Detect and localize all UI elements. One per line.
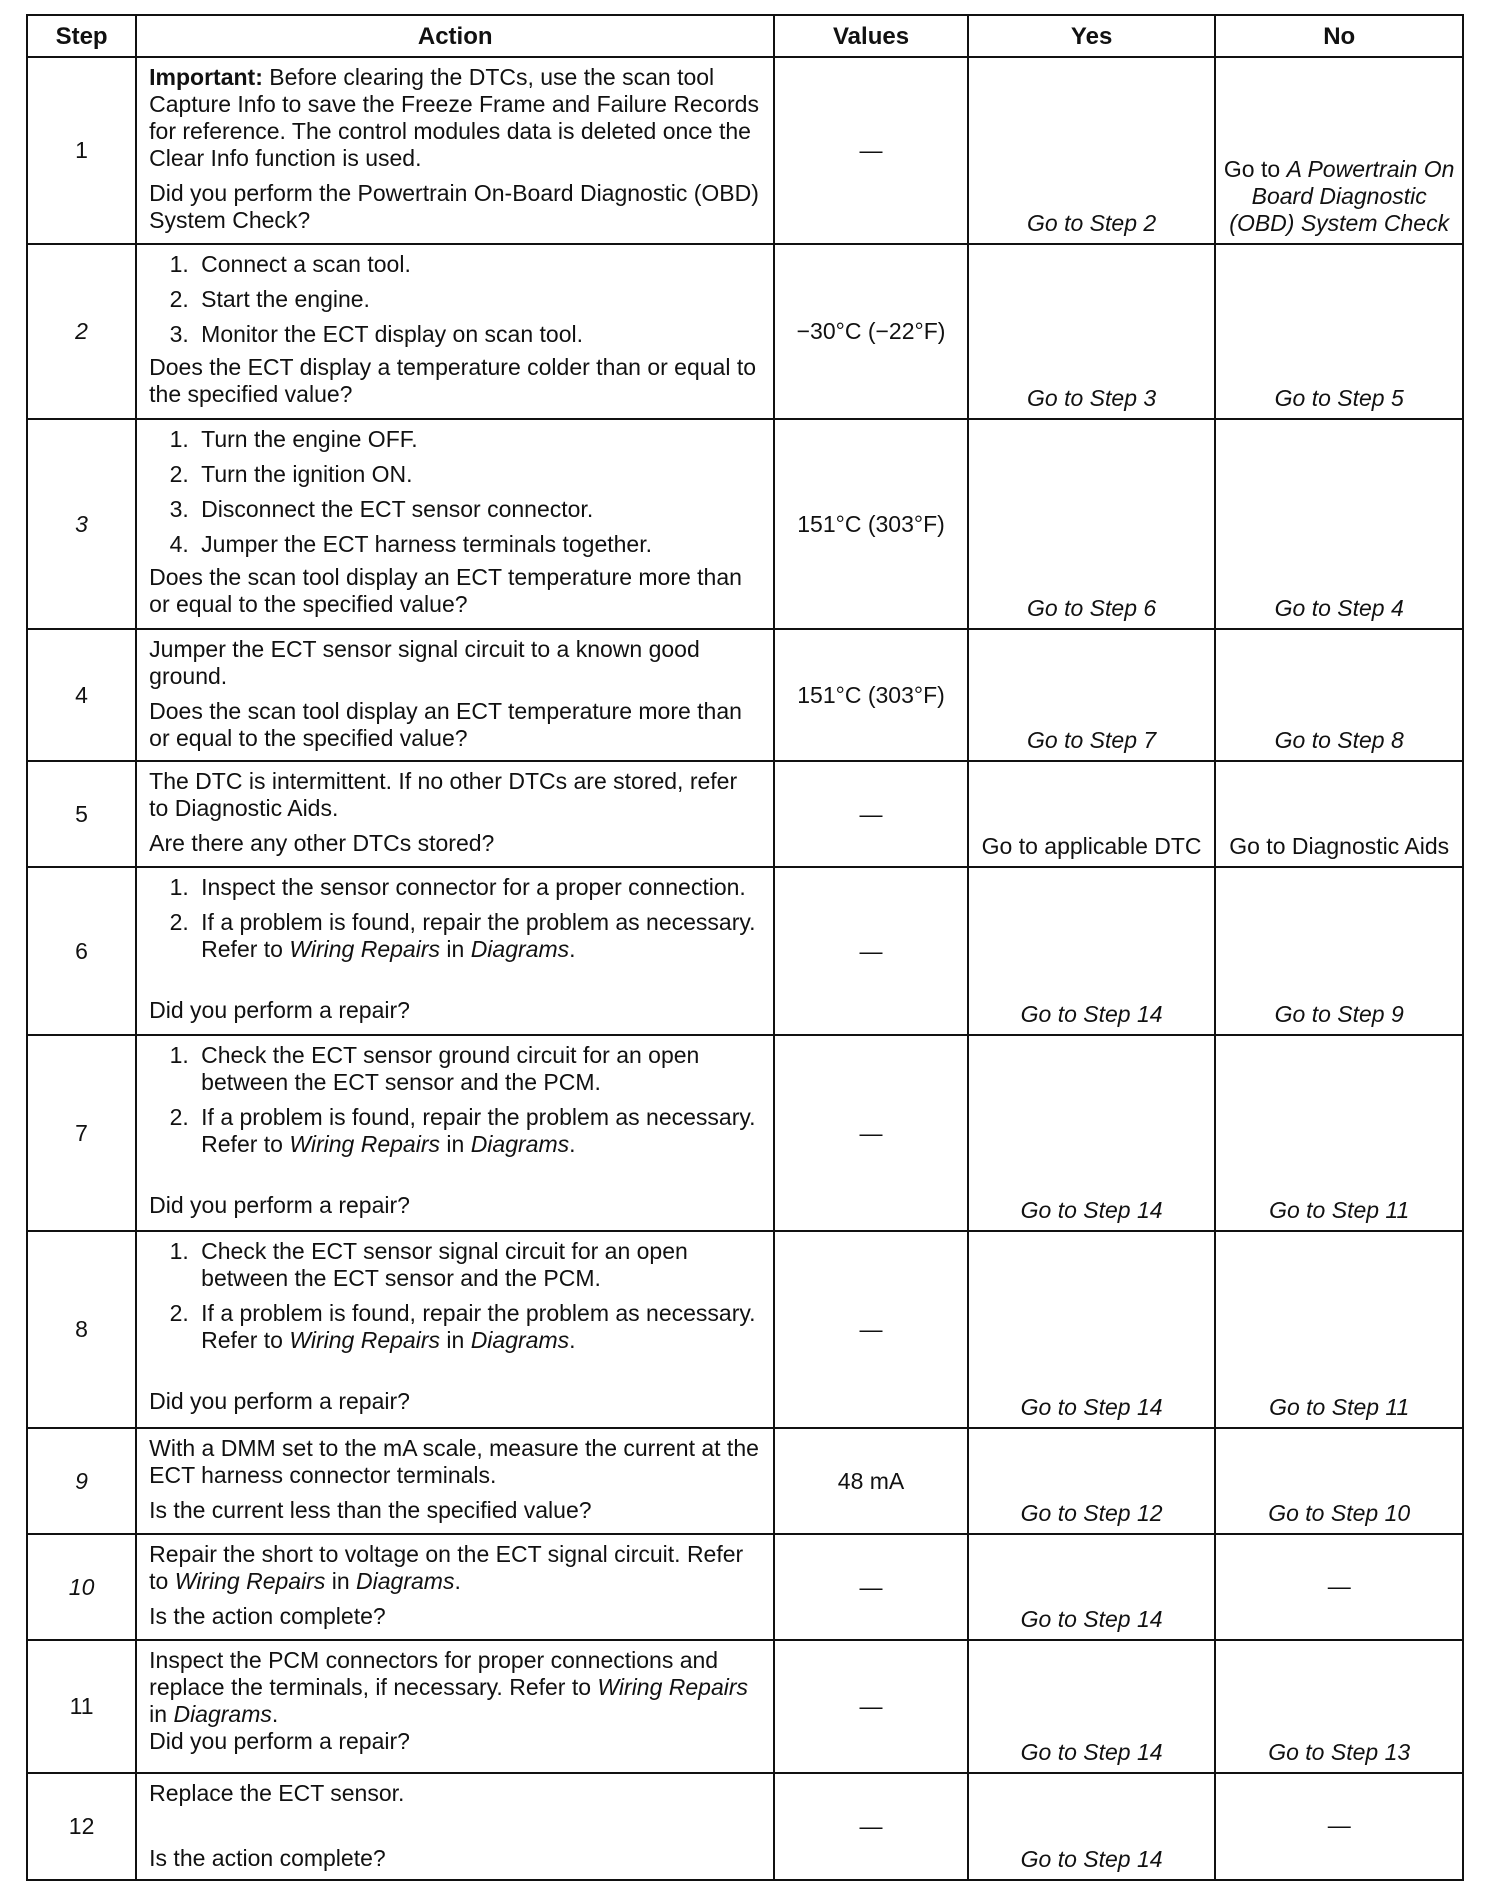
action-question: Did you perform a repair? (149, 1728, 410, 1754)
action-text: Replace the ECT sensor. (149, 1780, 405, 1806)
action-question: Does the scan tool display an ECT temperature more than or equal to the specified value? (149, 698, 742, 751)
action-cell (136, 1640, 774, 1773)
yes-cell (968, 761, 1216, 867)
no-cell (1215, 419, 1463, 629)
no-cell (1215, 1231, 1463, 1428)
action-list (149, 251, 761, 348)
action-cell (136, 57, 774, 244)
table-row (27, 761, 1463, 867)
action-text: The DTC is intermittent. If no other DTCs are stored, refer to Diagnostic Aids. (149, 768, 738, 821)
action-question: Did you perform a repair? (149, 997, 410, 1023)
action-text: Jumper the ECT sensor signal circuit to a known good ground. (149, 636, 700, 689)
header-yes: Yes (968, 15, 1216, 57)
yes-cell (968, 1035, 1216, 1231)
step-number: 2 (27, 244, 136, 419)
values-cell: — (774, 1035, 968, 1231)
yes-link[interactable]: Go to Step 12 (1020, 1500, 1163, 1526)
no-cell: — (1215, 1534, 1463, 1640)
header-row (27, 15, 1463, 57)
important-label: Important: (149, 64, 263, 90)
no-link[interactable]: Go to Step 4 (1274, 595, 1404, 621)
no-cell (1215, 1428, 1463, 1534)
step-number: 10 (27, 1534, 136, 1640)
step-number: 8 (27, 1231, 136, 1428)
step-number: 7 (27, 1035, 136, 1231)
action-question: Is the action complete? (149, 1603, 386, 1629)
yes-link[interactable]: Go to Step 3 (1027, 385, 1157, 411)
no-link[interactable]: Go to Step 10 (1268, 1500, 1411, 1526)
action-cell (136, 1231, 774, 1428)
step-number: 5 (27, 761, 136, 867)
yes-link[interactable]: Go to Step 14 (1020, 1739, 1163, 1765)
list-item: 2. Turn the ignition ON. (195, 461, 761, 488)
wiring-repairs-link[interactable]: Wiring Repairs (597, 1674, 749, 1700)
wiring-repairs-link[interactable]: Wiring Repairs (174, 1568, 326, 1594)
action-text-part: Inspect the PCM connectors for proper connections and replace the terminals, if necessary. Refer to (149, 1647, 719, 1700)
values-cell: — (774, 1231, 968, 1428)
table-row (27, 1231, 1463, 1428)
values-cell: 151°C (303°F) (774, 629, 968, 761)
action-question: Is the current less than the specified value? (149, 1497, 592, 1523)
list-item (195, 1300, 761, 1354)
no-cell (1215, 629, 1463, 761)
no-link[interactable]: Go to Step 11 (1269, 1197, 1410, 1223)
header-no: No (1215, 15, 1463, 57)
values-cell: 151°C (303°F) (774, 419, 968, 629)
yes-link[interactable]: Go to Step 7 (1027, 727, 1157, 753)
list-item: 1. Connect a scan tool. (195, 251, 761, 278)
step-number: 4 (27, 629, 136, 761)
header-step: Step (27, 15, 136, 57)
no-link[interactable]: Go to Step 5 (1274, 385, 1404, 411)
diagrams-link[interactable]: Diagrams (470, 936, 570, 962)
no-cell (1215, 57, 1463, 244)
no-link[interactable]: Go to Step 13 (1268, 1739, 1411, 1765)
yes-cell (968, 1640, 1216, 1773)
wiring-repairs-link[interactable]: Wiring Repairs (289, 1327, 440, 1353)
action-text-part: . (454, 1568, 461, 1594)
no-link[interactable]: Go to Step 9 (1274, 1001, 1404, 1027)
action-question: Did you perform the Powertrain On-Board Diagnostic (OBD) System Check? (149, 180, 759, 233)
values-cell: — (774, 1640, 968, 1773)
header-values: Values (774, 15, 968, 57)
list-item: 3. Monitor the ECT display on scan tool. (195, 321, 761, 348)
action-question: Is the action complete? (149, 1845, 386, 1871)
list-item: 3. Disconnect the ECT sensor connector. (195, 496, 761, 523)
action-cell (136, 244, 774, 419)
table-row (27, 867, 1463, 1035)
action-cell (136, 419, 774, 629)
values-cell: — (774, 57, 968, 244)
no-link[interactable]: Go to Step 8 (1274, 727, 1404, 753)
values-cell: — (774, 1534, 968, 1640)
diagnostic-table-sheet (26, 14, 1464, 1881)
yes-cell (968, 1231, 1216, 1428)
list-item: 1. Turn the engine OFF. (195, 426, 761, 453)
action-question: Did you perform a repair? (149, 1192, 410, 1218)
table-row (27, 244, 1463, 419)
step-number: 6 (27, 867, 136, 1035)
table-row (27, 1534, 1463, 1640)
step-number: 11 (27, 1640, 136, 1773)
yes-link[interactable]: Go to Step 14 (1020, 1197, 1163, 1223)
yes-link[interactable]: Go to Step 14 (1020, 1394, 1163, 1420)
list-item-text: If a problem is found, repair the problem as necessary. Refer to (201, 1300, 756, 1353)
action-question: Does the ECT display a temperature colder than or equal to the specified value? (149, 354, 757, 407)
values-cell: 48 mA (774, 1428, 968, 1534)
yes-link[interactable]: Go to Step 2 (1027, 210, 1157, 236)
no-link[interactable]: Go to Diagnostic Aids (1229, 833, 1450, 859)
step-number: 12 (27, 1773, 136, 1880)
list-item: 1. Check the ECT sensor ground circuit for an open between the ECT sensor and the PCM. (195, 1042, 761, 1096)
action-question: Does the scan tool display an ECT temperature more than or equal to the specified value? (149, 564, 742, 617)
list-item-text: . (569, 1131, 576, 1157)
yes-link[interactable]: Go to Step 14 (1020, 1001, 1163, 1027)
no-cell: — (1215, 1773, 1463, 1880)
action-text (149, 1647, 761, 1728)
yes-cell (968, 1428, 1216, 1534)
values-cell: — (774, 1773, 968, 1880)
yes-cell (968, 419, 1216, 629)
action-text (149, 1541, 761, 1595)
action-cell (136, 629, 774, 761)
list-item (195, 1104, 761, 1158)
list-item-text: If a problem is found, repair the problem as necessary. Refer to (201, 1104, 756, 1157)
action-text-part: . (271, 1701, 279, 1727)
list-item-text: in (440, 936, 471, 962)
list-item-text: in (440, 1327, 471, 1353)
yes-cell (968, 867, 1216, 1035)
no-cell (1215, 1035, 1463, 1231)
action-text-part: Repair the short to voltage on the ECT signal circuit. Refer to (149, 1541, 744, 1594)
step-number: 3 (27, 419, 136, 629)
table-row (27, 419, 1463, 629)
action-cell (136, 1035, 774, 1231)
diagrams-link[interactable]: Diagrams (173, 1701, 272, 1727)
list-item-text: in (440, 1131, 471, 1157)
header-action: Action (136, 15, 774, 57)
action-text-part: in (149, 1701, 174, 1727)
action-list (149, 874, 761, 963)
yes-cell (968, 244, 1216, 419)
action-text-part: in (325, 1568, 357, 1594)
list-item: 4. Jumper the ECT harness terminals together. (195, 531, 761, 558)
diagnostic-table (26, 14, 1464, 1881)
no-cell (1215, 867, 1463, 1035)
values-cell: — (774, 761, 968, 867)
no-cell (1215, 244, 1463, 419)
table-row (27, 1428, 1463, 1534)
yes-cell (968, 57, 1216, 244)
action-cell (136, 1534, 774, 1640)
action-question: Are there any other DTCs stored? (149, 830, 495, 856)
action-question: Did you perform a repair? (149, 1388, 410, 1414)
no-cell (1215, 761, 1463, 867)
no-prefix: Go to (1223, 156, 1281, 182)
table-row (27, 57, 1463, 244)
yes-link[interactable]: Go to Step 14 (1020, 1606, 1163, 1632)
important-note (149, 64, 761, 172)
action-cell (136, 1773, 774, 1880)
step-number: 9 (27, 1428, 136, 1534)
action-text: With a DMM set to the mA scale, measure the current at the ECT harness connector terminals. (149, 1435, 759, 1488)
step-number: 1 (27, 57, 136, 244)
list-item-text: . (569, 1327, 576, 1353)
table-row (27, 1773, 1463, 1880)
action-list (149, 426, 761, 558)
diagrams-link[interactable]: Diagrams (470, 1327, 570, 1353)
diagrams-link[interactable]: Diagrams (356, 1568, 455, 1594)
yes-cell (968, 629, 1216, 761)
diagrams-link[interactable]: Diagrams (470, 1131, 570, 1157)
wiring-repairs-link[interactable]: Wiring Repairs (289, 936, 440, 962)
list-item-text: If a problem is found, repair the problem as necessary. Refer to (201, 909, 756, 962)
table-row (27, 1035, 1463, 1231)
values-cell: −30°C (−22°F) (774, 244, 968, 419)
action-cell (136, 867, 774, 1035)
list-item: 1. Inspect the sensor connector for a proper connection. (195, 874, 761, 901)
list-item (195, 909, 761, 963)
action-cell (136, 1428, 774, 1534)
no-cell (1215, 1640, 1463, 1773)
table-row (27, 629, 1463, 761)
action-cell (136, 761, 774, 867)
yes-link[interactable]: Go to Step 6 (1027, 595, 1157, 621)
list-item-text: . (569, 936, 576, 962)
action-list (149, 1238, 761, 1354)
action-list (149, 1042, 761, 1158)
important-text: Before clearing the DTCs, use the scan tool Capture Info to save the Freeze Frame and Failure Records for reference. The control modules data is deleted once the Clear Info function is used. (149, 64, 759, 171)
list-item: 1. Check the ECT sensor signal circuit for an open between the ECT sensor and the PCM. (195, 1238, 761, 1292)
no-link[interactable]: A Powertrain On Board Diagnostic (OBD) System Check (1229, 156, 1455, 236)
yes-cell (968, 1773, 1216, 1880)
list-item: 2. Start the engine. (195, 286, 761, 313)
values-cell: — (774, 867, 968, 1035)
yes-link[interactable]: Go to applicable DTC (981, 833, 1202, 859)
no-link[interactable]: Go to Step 11 (1269, 1394, 1410, 1420)
yes-link[interactable]: Go to Step 14 (1020, 1846, 1163, 1872)
table-row (27, 1640, 1463, 1773)
yes-cell (968, 1534, 1216, 1640)
wiring-repairs-link[interactable]: Wiring Repairs (289, 1131, 440, 1157)
